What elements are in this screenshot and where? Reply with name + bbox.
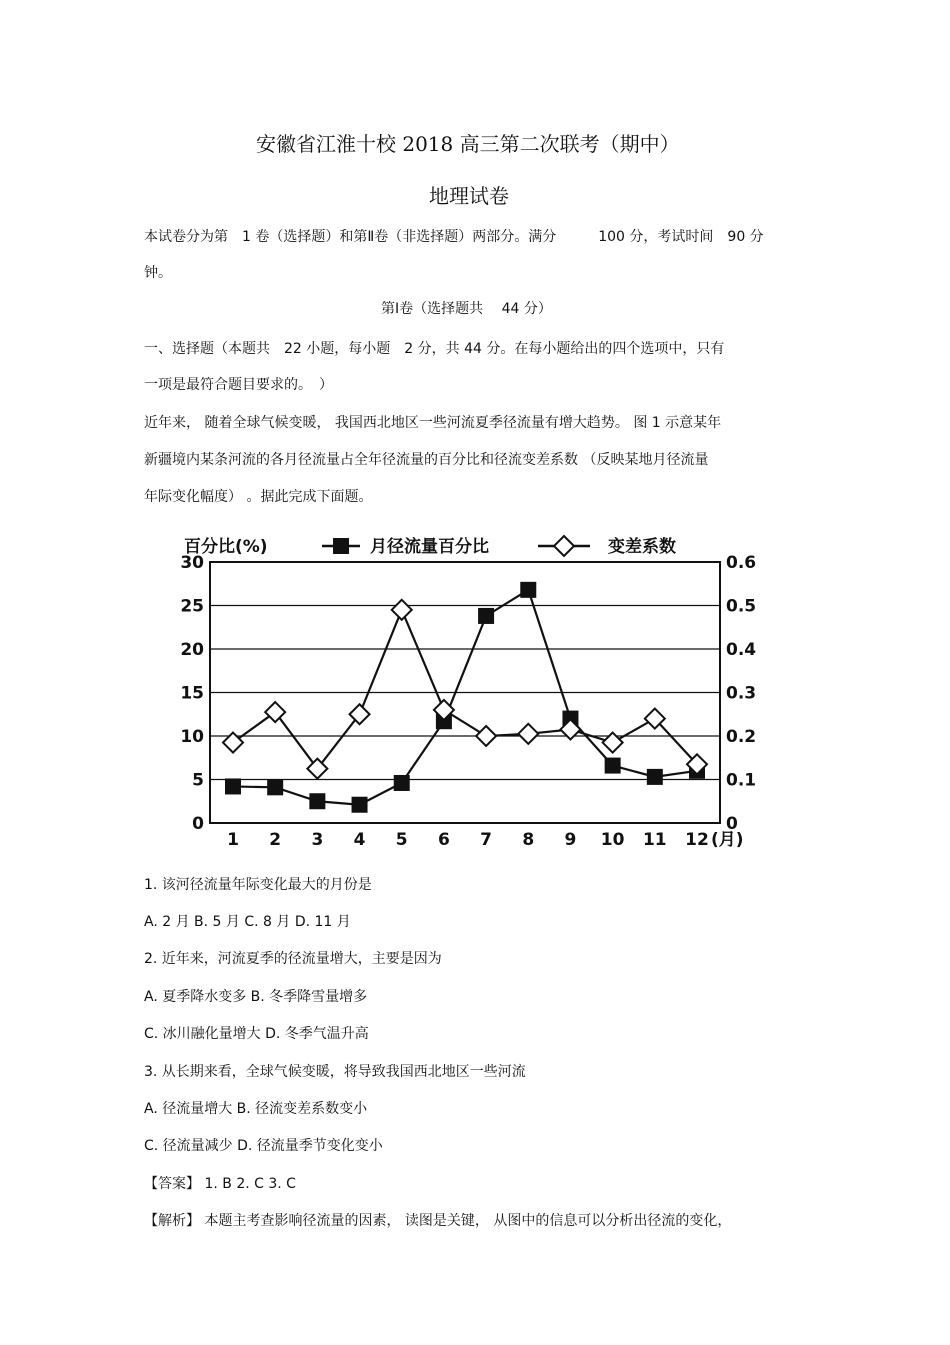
y2-tick-label: 0 <box>726 814 738 834</box>
x-tick-label: 10 <box>600 830 625 850</box>
answer-line <box>144 1173 296 1193</box>
y-tick-label: 20 <box>180 640 204 660</box>
answer-label: 【答案】 <box>144 1176 200 1192</box>
analysis-label: 【解析】 <box>144 1213 200 1229</box>
data-point-cv <box>350 704 370 724</box>
x-tick-label: 12 <box>685 830 709 850</box>
data-point-percent <box>647 769 663 785</box>
data-point-cv <box>392 600 412 620</box>
context-line-1: 近年来， 随着全球气候变暖， 我国西北地区一些河流夏季径流量有增大趋势。 图 1 示意某年 <box>144 415 722 431</box>
x-tick-label: 8 <box>522 830 535 850</box>
analysis-line <box>144 1210 731 1230</box>
question-3-stem: 3. 从长期来看，全球气候变暖，将导致我国西北地区一些河流 <box>144 1064 526 1080</box>
x-tick-label: 1 <box>227 830 239 850</box>
series-line-cv <box>233 610 697 769</box>
y2-tick-label: 0.1 <box>726 770 757 791</box>
x-axis-unit: (月) <box>711 830 744 850</box>
question-3-options-a: A. 径流量增大 B. 径流变差系数变小 <box>144 1101 368 1117</box>
y-tick-label: 25 <box>180 596 204 617</box>
doc-subtitle: 地理试卷 <box>429 184 509 208</box>
x-tick-label: 3 <box>311 830 324 850</box>
x-tick-label: 2 <box>269 830 282 850</box>
analysis-text: 本题主考查影响径流量的因素， 读图是关键， 从图中的信息可以分析出径流的变化， <box>200 1213 732 1229</box>
data-point-cv <box>518 724 538 744</box>
legend-label-percent: 月径流量百分比 <box>370 537 489 557</box>
data-point-percent <box>225 778 241 794</box>
data-point-percent <box>394 775 410 791</box>
x-tick-label: 6 <box>437 830 450 850</box>
legend-marker-cv <box>554 536 574 556</box>
data-point-percent <box>309 793 325 809</box>
answer-text: 1. B 2. C 3. C <box>200 1176 296 1192</box>
y-tick-label: 15 <box>180 683 204 704</box>
runoff-chart <box>180 525 770 855</box>
data-point-cv <box>476 726 496 746</box>
context-line-2: 新疆境内某条河流的各月径流量占全年径流量的百分比和径流变差系数 （反映某地月径流量 <box>144 452 709 468</box>
data-point-cv <box>307 759 327 779</box>
y2-tick-label: 0.4 <box>726 640 757 660</box>
x-tick-label: 4 <box>353 830 366 850</box>
doc-title: 安徽省江淮十校 2018 高三第二次联考（期中） <box>256 132 680 156</box>
intro-line-2: 钟。 <box>144 265 172 281</box>
section-heading: 第Ⅰ卷（选择题共 44 分） <box>381 301 552 317</box>
y-tick-label: 10 <box>180 727 204 747</box>
data-point-percent <box>267 779 283 795</box>
x-tick-label: 5 <box>395 830 408 850</box>
section-instructions-2: 一项是最符合题目要求的。 ） <box>144 377 333 393</box>
y2-tick-label: 0.5 <box>726 596 757 617</box>
question-2-options-c: C. 冰川融化量增大 D. 冬季气温升高 <box>144 1026 369 1042</box>
legend-marker-percent <box>333 538 349 554</box>
context-line-3: 年际变化幅度） 。据此完成下面题。 <box>144 489 373 505</box>
y-tick-label: 30 <box>180 553 204 573</box>
x-tick-label: 11 <box>642 830 667 850</box>
y2-tick-label: 0.6 <box>726 553 757 573</box>
question-1-stem: 1. 该河径流量年际变化最大的月份是 <box>144 877 372 893</box>
data-point-percent <box>352 797 368 813</box>
x-tick-label: 7 <box>480 830 493 850</box>
question-3-options-c: C. 径流量减少 D. 径流量季节变化变小 <box>144 1138 383 1154</box>
y-tick-label: 5 <box>192 770 204 791</box>
data-point-percent <box>478 608 494 624</box>
series-line-percent <box>233 590 697 805</box>
intro-line-1: 本试卷分为第 1 卷（选择题）和第Ⅱ卷（非选择题）两部分。满分 100 分，考试时间 90 分 <box>144 229 764 245</box>
data-point-percent <box>520 582 536 598</box>
y2-tick-label: 0.2 <box>726 727 757 747</box>
y2-tick-label: 0.3 <box>726 683 757 704</box>
data-point-percent <box>605 758 621 774</box>
legend-label-cv: 变差系数 <box>608 537 676 557</box>
question-2-options-a: A. 夏季降水变多 B. 冬季降雪量增多 <box>144 989 368 1005</box>
y-tick-label: 0 <box>192 814 204 834</box>
question-2-stem: 2. 近年来，河流夏季的径流量增大，主要是因为 <box>144 951 442 967</box>
data-point-cv <box>265 702 285 722</box>
x-tick-label: 9 <box>564 830 577 850</box>
question-1-options: A. 2 月 B. 5 月 C. 8 月 D. 11 月 <box>144 914 351 930</box>
y-axis-title: 百分比(%) <box>184 537 268 557</box>
section-instructions-1: 一、选择题（本题共 22 小题，每小题 2 分，共 44 分。在每小题给出的四个选项中，只有 <box>144 341 725 357</box>
